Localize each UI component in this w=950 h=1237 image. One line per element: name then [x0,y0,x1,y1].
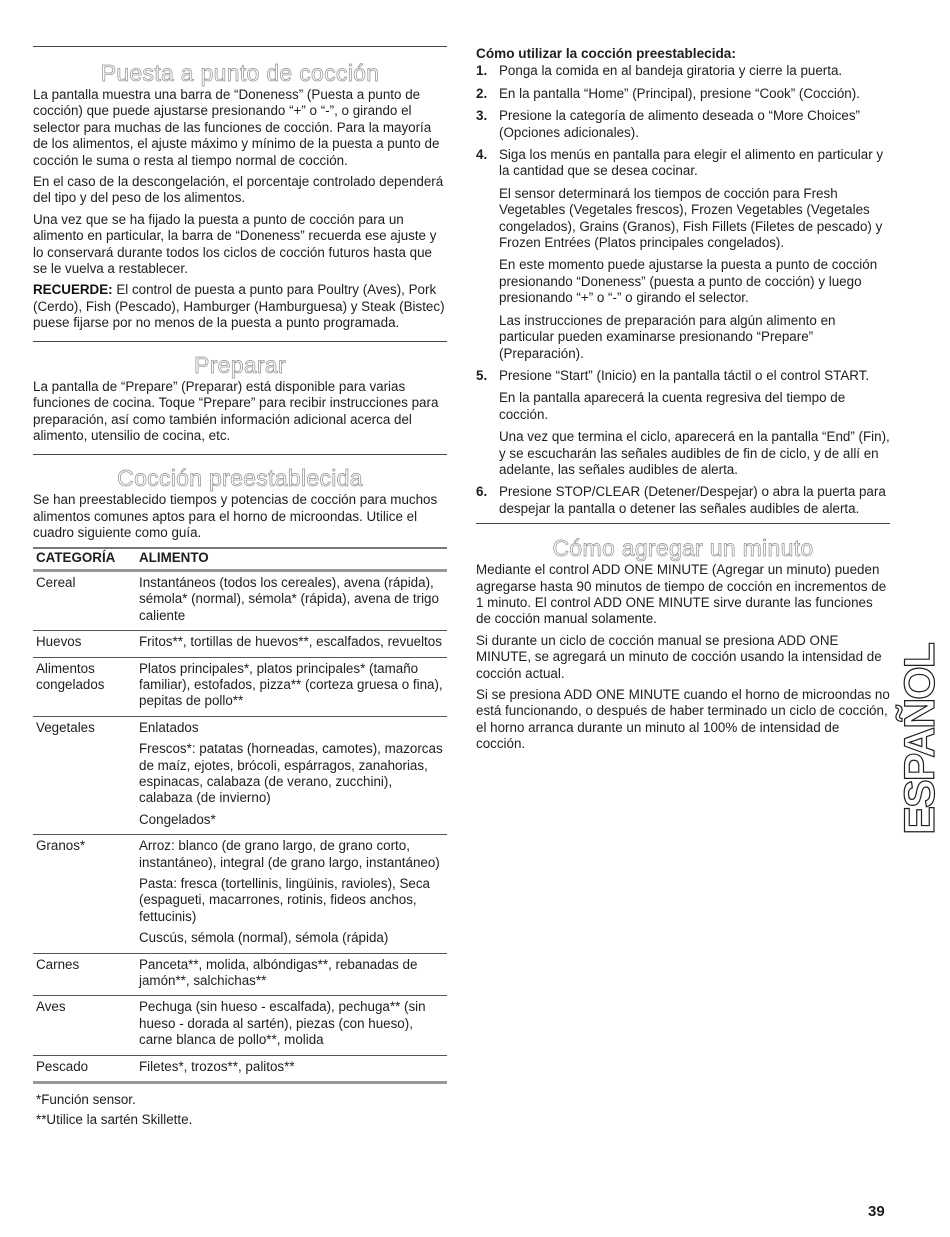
table-row [33,1055,447,1082]
food-cell [136,570,447,630]
section-divider [33,341,447,342]
language-side-tab [896,643,944,835]
category-cell: Carnes [33,953,136,996]
footnote: *Función sensor. [36,1092,136,1108]
add-minute-title: Cómo agregar un minuto [552,535,814,562]
language-label: ESPAÑOL [896,643,944,835]
add-minute-paragraph: Si se presiona ADD ONE MINUTE cuando el horno de microondas no está funcionando, o después de haber terminado un ciclo de cocción, el horno arranca durante un minuto al 100% de intensidad de cocción. [476,687,890,752]
column-header-category: CATEGORÍA [33,548,136,571]
food-cell [136,835,447,953]
doneness-paragraph: En el caso de la descongelación, el porcentaje controlado dependerá del tipo y del peso de los alimentos. [33,174,444,206]
left-column [33,46,447,1131]
category-cell: Pescado [33,1055,136,1082]
table-row [33,716,447,834]
reminder-label: RECUERDE: [33,282,113,298]
table-footnotes [33,1092,447,1128]
table-row [33,657,447,716]
step-text: En este momento puede ajustarse la puesta a punto de cocción presionando “Doneness” (puesta a punto de cocción) y luego presionando “+” o “-” o girando el selector. [499,257,878,306]
food-text: Congelados* [139,811,216,827]
food-cell [136,657,447,716]
food-text: Platos principales*, platos principales* (tamaño familiar), estofados, pizza** (corteza gruesa o fina), pepitas de pollo** [139,660,443,709]
step-text: Las instrucciones de preparación para algún alimento en particular pueden examinarse presionando “Prepare” (Preparación). [499,312,836,361]
category-cell: Alimentos congelados [33,657,136,716]
category-cell: Granos* [33,835,136,953]
category-cell: Huevos [33,631,136,657]
step-text: El sensor determinará los tiempos de cocción para Fresh Vegetables (Vegetales frescos), Frozen Vegetables (Vegetales congelados), Grains (Granos), Fish Fillets (Filetes de pescado) y Frozen Entrées (Platos principales congelados). [499,185,883,251]
step-text: Siga los menús en pantalla para elegir el alimento en particular y la cantidad que se desea cocinar. [499,147,884,179]
doneness-paragraph: Una vez que se ha fijado la puesta a punto de cocción para un alimento en particular, la barra de “Doneness” recuerda ese ajuste y lo conservará durante todos los ciclos de cocción futuros hasta que se le vuelva a restablecer. [33,211,437,277]
step-number: 6. [476,484,488,500]
step-number: 1. [476,63,488,79]
list-item [476,86,890,102]
food-cell [136,716,447,834]
food-text: Pechuga (sin hueso - escalfada), pechuga** (sin hueso - dorada al sartén), piezas (con hueso), carne blanca de pollo**, molida [139,999,426,1048]
step-number: 5. [476,367,488,383]
food-cell [136,996,447,1055]
right-column [476,46,890,758]
food-text: Arroz: blanco (de grano largo, de grano corto, instantáneo), integral (de grano largo, instantáneo) [139,838,440,870]
step-text: Ponga la comida en al bandeja giratoria y cierre la puerta. [499,63,843,79]
prepare-paragraph: La pantalla de “Prepare” (Preparar) está disponible para varias funciones de cocina. Toque “Prepare” para recibir instrucciones para preparación, así como también información adicional acerca del alimento, utensilio de cocina, etc. [33,378,439,443]
column-header-food: ALIMENTO [136,548,447,571]
prepare-title: Preparar [194,351,286,378]
reminder-text: El control de puesta a punto para Poultry (Aves), Pork (Cerdo), Fish (Pescado), Hamburger (Hamburguesa) y Steak (Bistec) puese fijarse por no menos de la puesta a punto programada. [33,282,445,331]
list-item [476,368,890,478]
table-row [33,953,447,996]
food-text: Frescos*: patatas (horneadas, camotes), mazorcas de maíz, ejotes, brócoli, espárragos, zanahorias, espinacas, calabaza (de verano, zucchini), calabaza (de invierno) [139,741,443,806]
step-text: Presione STOP/CLEAR (Detener/Despejar) o abra la puerta para despejar la pantalla o detener las señales audibles de alerta. [499,484,886,516]
add-minute-paragraph: Mediante el control ADD ONE MINUTE (Agregar un minuto) pueden agregarse hasta 90 minutos de tiempo de cocción en incrementos de 1 minuto. El control ADD ONE MINUTE sirve durante las funciones de cocción manual solamente. [476,562,887,627]
doneness-title: Puesta a punto de cocción [100,60,380,86]
food-text: Fritos**, tortillas de huevos**, escalfados, revueltos [139,634,442,650]
food-text: Pasta: fresca (tortellinis, lingüinis, ravioles), Seca (espagueti, macarrones, rotinis, fideos anchos, fettucinis) [139,876,430,924]
table-header-row [33,548,447,571]
preset-paragraph: Se han preestablecido tiempos y potencias de cocción para muchos alimentos comunes aptos para el horno de microondas. Utilice el cuadro siguiente como guía. [33,492,438,541]
footnote: **Utilice la sartén Skillette. [36,1111,193,1127]
list-item [476,147,890,362]
food-text: Filetes*, trozos**, palitos** [139,1058,295,1074]
page-number: 39 [868,1203,885,1220]
step-text: En la pantalla “Home” (Principal), presione “Cook” (Cocción). [499,85,860,101]
section-divider [33,454,447,455]
table-row [33,835,447,953]
category-cell: Aves [33,996,136,1055]
step-number: 4. [476,147,488,163]
category-cell: Vegetales [33,716,136,834]
steps-list [476,63,890,517]
step-text: Presione “Start” (Inicio) en la pantalla táctil o el control START. [499,367,870,383]
food-text: Cuscús, sémola (normal), sémola (rápida) [139,930,389,946]
table-row [33,570,447,630]
category-cell: Cereal [33,570,136,630]
food-text: Enlatados [139,719,199,735]
list-item [476,108,890,141]
step-text: Presione la categoría de alimento deseada o “More Choices” (Opciones adicionales). [499,108,861,140]
list-item [476,63,890,79]
step-number: 2. [476,85,488,101]
food-cell [136,953,447,996]
howto-title: Cómo utilizar la cocción preestablecida: [476,46,736,61]
list-item [476,484,890,517]
step-number: 3. [476,108,488,124]
preset-title: Cocción preestablecida [117,465,363,492]
food-text: Panceta**, molida, albóndigas**, rebanadas de jamón**, salchichas** [139,956,418,989]
step-text: Una vez que termina el ciclo, aparecerá en la pantalla “End” (Fin), y se escucharán las señales audibles de fin de ciclo, y de allí en adelante, las señales audibles de alerta. [499,429,890,477]
section-divider [33,46,447,47]
food-text: Instantáneos (todos los cereales), avena (rápida), sémola* (normal), sémola* (rápida), avena de trigo caliente [139,574,439,623]
section-divider [476,523,890,524]
doneness-paragraph: La pantalla muestra una barra de “Doneness” (Puesta a punto de cocción) que puede ajustarse presionando “+” o “-”, o girando el selector para muchas de las funciones de cocción. Para la mayoría de los alimentos, el ajuste máximo y mínimo de la puesta a punto de cocción le suma o resta al tiempo normal de cocción. [33,87,440,168]
food-cell [136,1055,447,1082]
add-minute-paragraph: Si durante un ciclo de cocción manual se presiona ADD ONE MINUTE, se agregará un minuto de cocción usando la intensidad de cocción actual. [476,632,882,681]
preset-cooking-table [33,547,447,1085]
step-text: En la pantalla aparecerá la cuenta regresiva del tiempo de cocción. [499,390,846,422]
table-row [33,996,447,1055]
reminder-paragraph [33,282,447,331]
food-cell [136,631,447,657]
table-row [33,631,447,657]
